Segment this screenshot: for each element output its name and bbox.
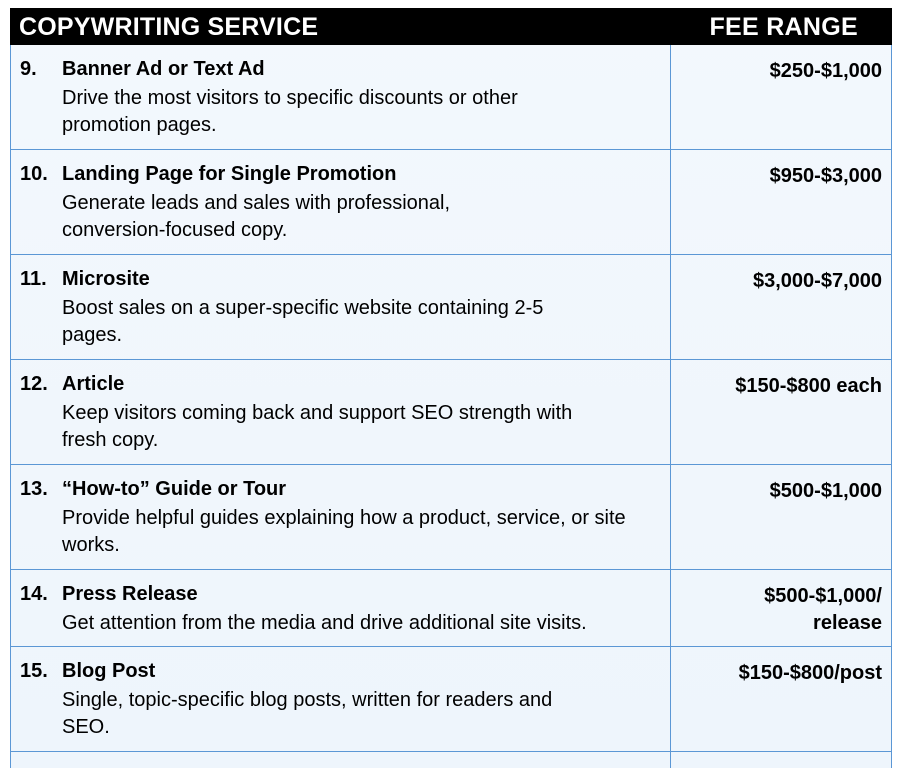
fee-range: $500-$1,000 [769, 480, 882, 502]
row-number: 10. [20, 163, 48, 185]
service-description: Drive the most visitors to specific discounts or other promotion pages. [62, 87, 518, 136]
table-row [11, 360, 891, 465]
row-number: 14. [20, 583, 48, 605]
fee-range: $250-$1,000 [769, 60, 882, 82]
row-number: 13. [20, 478, 48, 500]
fee-range: $150-$800/post [738, 662, 882, 684]
service-description: Boost sales on a super-specific website containing 2-5 pages. [62, 297, 544, 346]
fee-range: $3,000-$7,000 [752, 270, 882, 292]
service-title: Blog Post [62, 660, 156, 682]
service-title: “How-to” Guide or Tour [62, 478, 287, 500]
row-number: 9. [20, 58, 37, 80]
table-row [11, 255, 891, 360]
service-title: Microsite [62, 268, 150, 290]
service-description: Keep visitors coming back and support SEO strength with fresh copy. [62, 402, 573, 451]
row-number: 15. [20, 660, 48, 682]
table-row [11, 150, 891, 255]
table-row [11, 647, 891, 752]
table-row [11, 465, 891, 570]
fee-range: $950-$3,000 [769, 165, 882, 187]
service-description: Provide helpful guides explaining how a product, service, or site works. [62, 507, 626, 556]
fee-column-header: FEE RANGE [709, 13, 858, 41]
service-title: Article [62, 373, 125, 395]
table-header [10, 8, 892, 45]
service-title: Landing Page for Single Promotion [62, 163, 397, 185]
fee-range: $150-$800 each [735, 375, 882, 397]
table-row [11, 570, 891, 647]
service-column-header: COPYWRITING SERVICE [19, 13, 319, 41]
service-description: Single, topic-specific blog posts, written for readers and SEO. [62, 689, 553, 738]
service-description: Get attention from the media and drive additional site visits. [62, 612, 587, 634]
service-title: Press Release [62, 583, 198, 605]
row-number: 12. [20, 373, 48, 395]
fee-range: $500-$1,000/ release [764, 585, 882, 634]
table-row [11, 45, 891, 150]
row-number: 11. [20, 268, 47, 290]
service-title: Banner Ad or Text Ad [62, 58, 265, 80]
pricing-table [10, 8, 892, 768]
service-description: Generate leads and sales with professional, conversion-focused copy. [62, 192, 451, 241]
